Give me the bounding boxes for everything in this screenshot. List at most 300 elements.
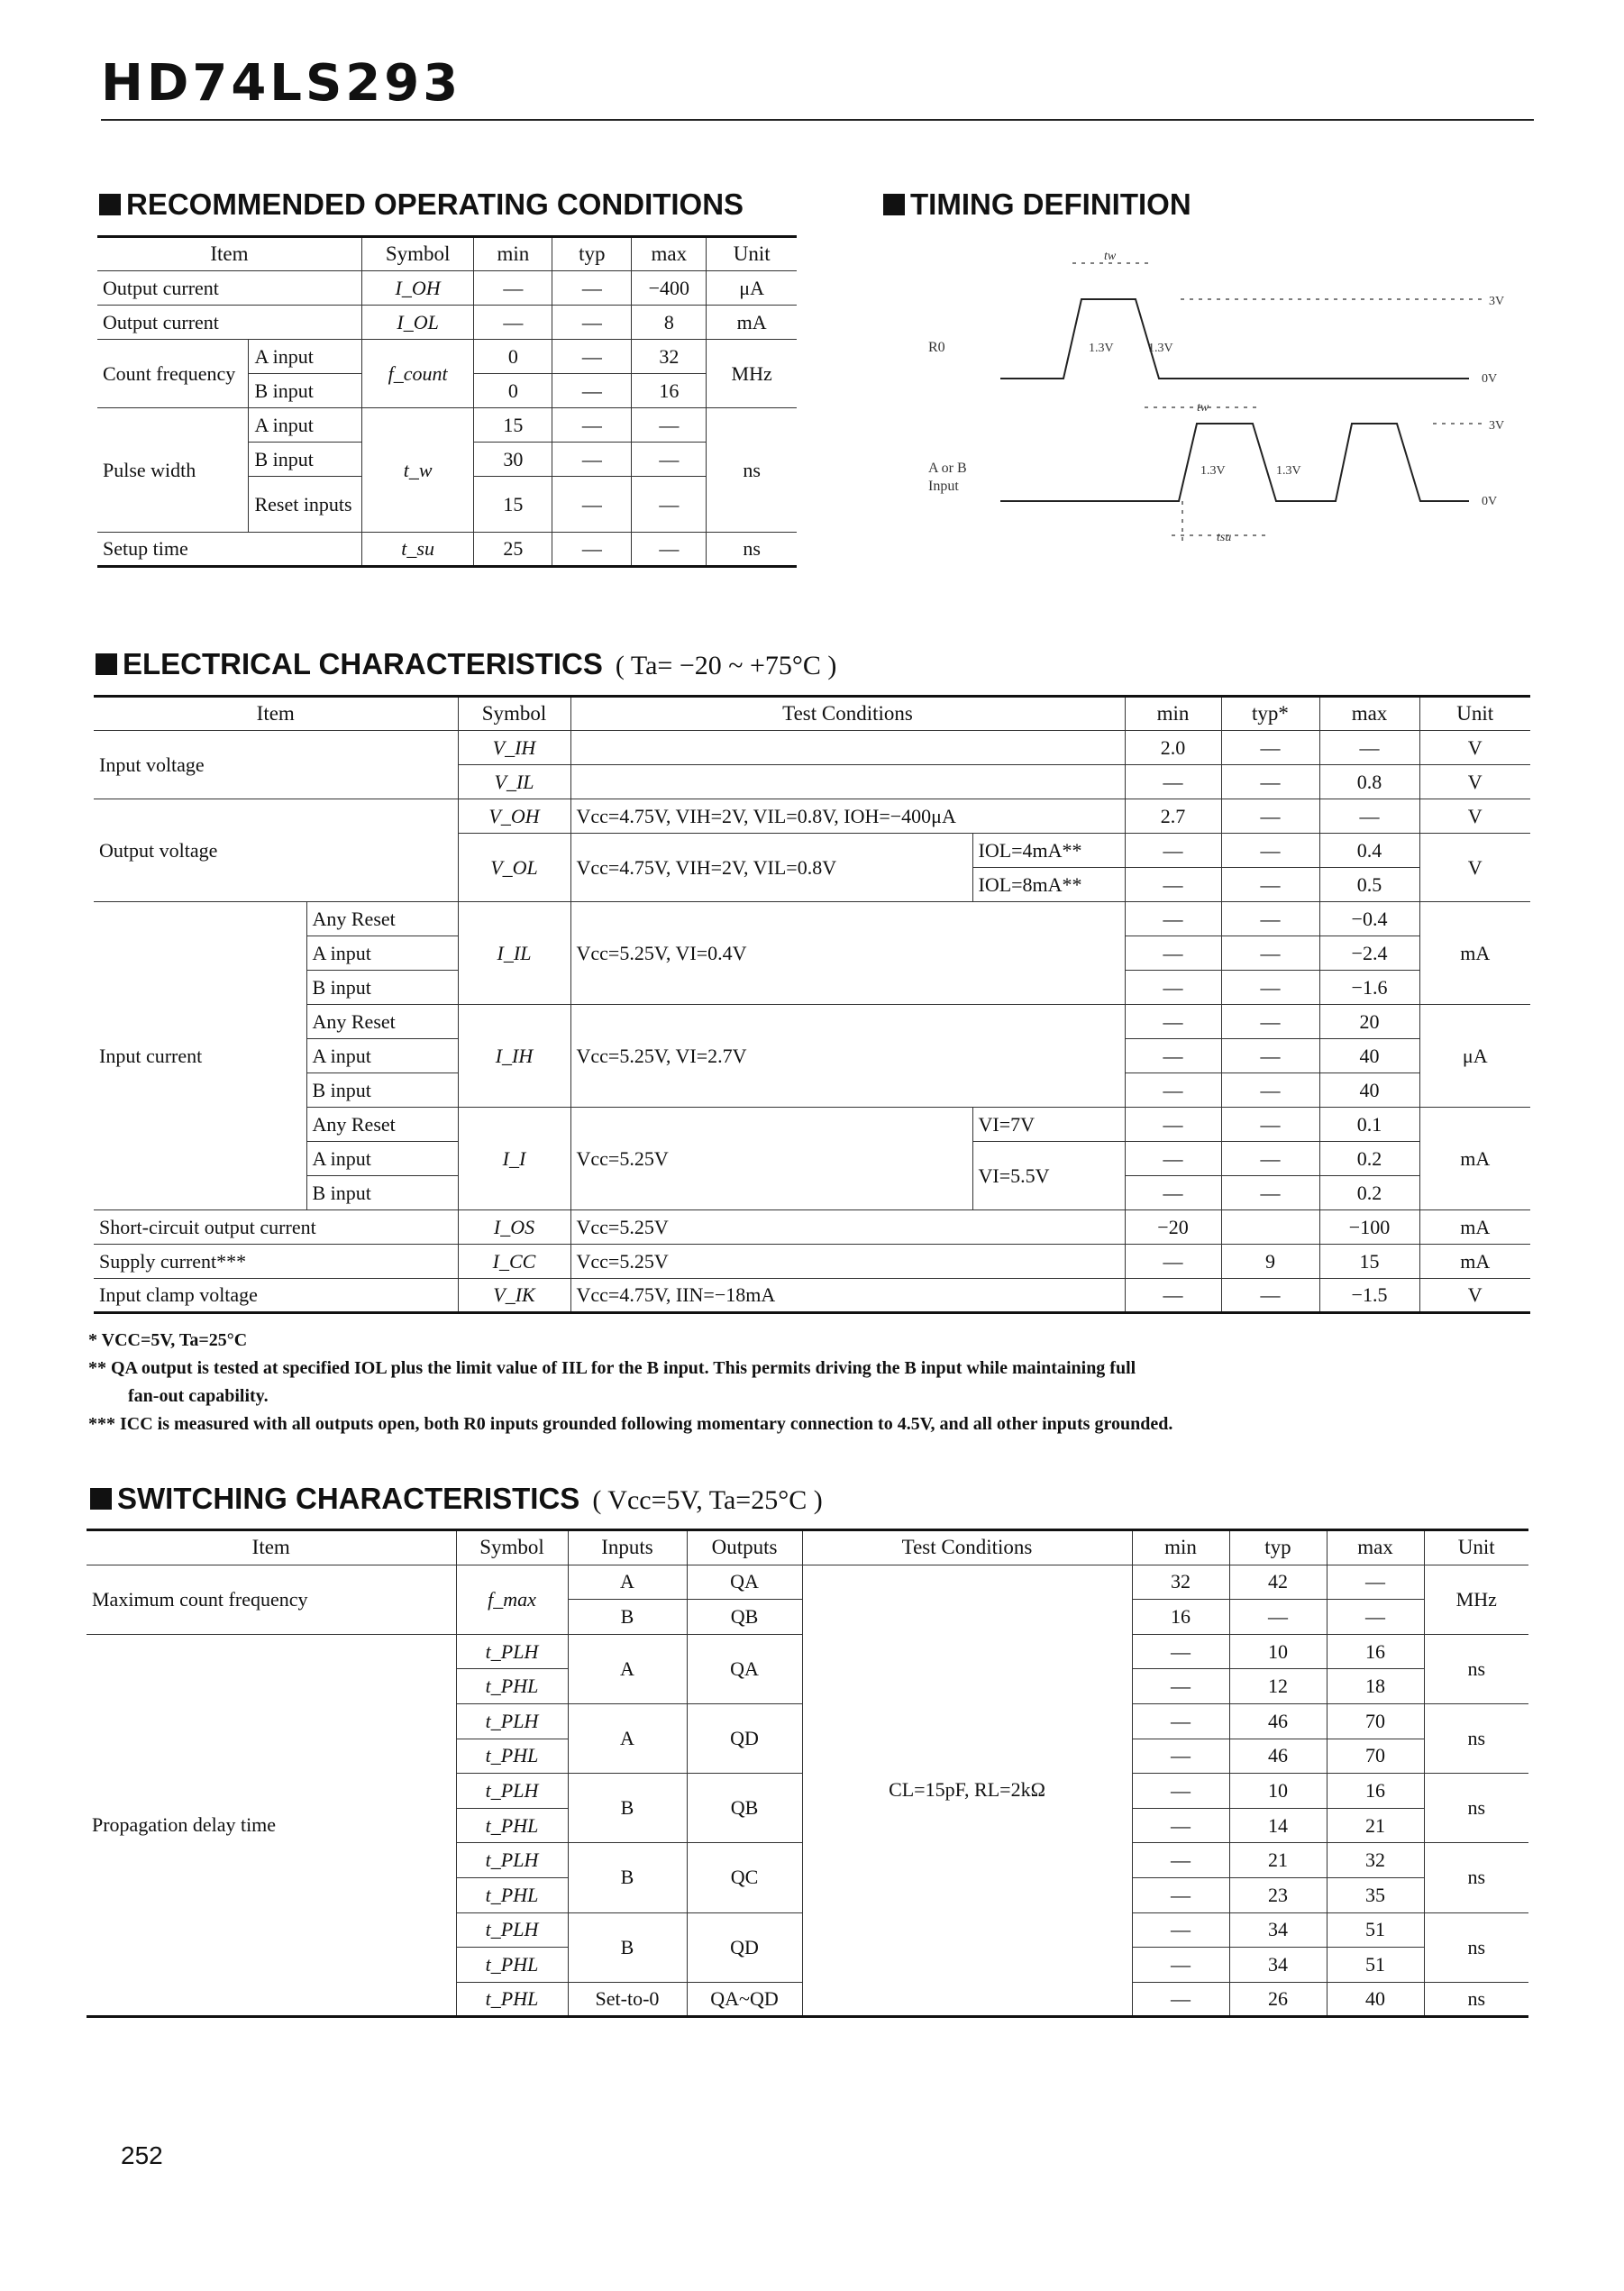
condition-cell: Vcc=4.75V, IIN=−18mA [570,1279,1125,1313]
footnote: *** ICC is measured with all outputs open, both R0 inputs grounded following momentary connection to 4.5V, and all other inputs grounded. [88,1414,1173,1434]
item-cell: Input voltage [94,731,458,799]
max-cell: — [632,408,707,443]
max-cell: 16 [1327,1634,1424,1669]
typ-cell: — [1221,868,1319,902]
ab-0v-label: 0V [1482,495,1498,508]
ab-threshold-rise: 1.3V [1200,464,1226,478]
typ-cell: — [1221,765,1319,799]
min-cell: 16 [1132,1600,1229,1635]
typ-cell: — [552,271,632,306]
symbol-cell: t_PLH [456,1912,568,1948]
symbol-cell: t_PLH [456,1774,568,1809]
sub-item-cell: A input [249,408,361,443]
max-cell: 51 [1327,1912,1424,1948]
symbol-cell: t_PHL [456,1669,568,1704]
table-row [97,271,797,306]
condition-cell: Vcc=5.25V [570,1245,1125,1279]
table-row [94,799,1530,834]
electrical-heading [96,647,836,681]
typ-cell: 9 [1221,1245,1319,1279]
column-header: Symbol [361,237,473,271]
input-cell: B [568,1912,687,1982]
footnotes [88,1327,1172,1438]
typ-cell: 34 [1229,1948,1327,1983]
column-header: Inputs [568,1530,687,1565]
min-cell: — [474,271,552,306]
item-cell: Output current [97,271,361,306]
min-cell: 25 [474,533,552,567]
column-header: Test Conditions [802,1530,1132,1565]
column-header: min [474,237,552,271]
max-cell: 0.2 [1319,1142,1419,1176]
electrical-condition: ( Ta= −20 ~ +75°C ) [615,651,837,680]
column-header: Item [94,697,458,731]
item-cell: Pulse width [97,408,249,533]
symbol-cell: f_count [361,340,473,408]
sub-condition-cell: VI=5.5V [972,1142,1125,1210]
max-cell: 40 [1327,1982,1424,2017]
min-cell: 0 [474,340,552,374]
min-cell: 15 [474,408,552,443]
unit-cell: ns [1424,1703,1528,1773]
max-cell: −1.6 [1319,971,1419,1005]
tsu-label: tsu [1217,531,1232,544]
max-cell: — [1319,731,1419,765]
symbol-cell: I_IL [458,902,570,1005]
r0-threshold-rise: 1.3V [1089,342,1114,355]
switching-heading [90,1482,823,1516]
item-cell: Short-circuit output current [94,1210,458,1245]
max-cell: 70 [1327,1739,1424,1774]
min-cell: — [1132,1912,1229,1948]
min-cell: — [1132,1843,1229,1878]
max-cell: 40 [1319,1073,1419,1108]
typ-cell: — [1221,731,1319,765]
output-cell: QB [687,1774,802,1843]
min-cell: — [1125,936,1221,971]
column-header: Symbol [458,697,570,731]
typ-cell: 46 [1229,1739,1327,1774]
min-cell: 30 [474,443,552,477]
typ-cell: — [1221,902,1319,936]
min-cell: 0 [474,374,552,408]
unit-cell: V [1419,765,1530,799]
unit-cell: ns [1424,1912,1528,1982]
column-header: min [1125,697,1221,731]
min-cell: — [1125,1108,1221,1142]
min-cell: — [1132,1669,1229,1704]
typ-cell: — [1221,936,1319,971]
condition-cell [570,731,1125,765]
typ-cell: 21 [1229,1843,1327,1878]
max-cell: 35 [1327,1877,1424,1912]
heading-square-icon [96,653,117,675]
typ-cell: — [1221,1005,1319,1039]
min-cell: — [1125,765,1221,799]
symbol-cell: V_IK [458,1279,570,1313]
table-row [97,340,797,374]
column-header: max [632,237,707,271]
typ-cell: — [1229,1600,1327,1635]
unit-cell: mA [1419,1210,1530,1245]
symbol-cell: I_OS [458,1210,570,1245]
table-row [94,902,1530,936]
input-cell: Set-to-0 [568,1982,687,2017]
max-cell: −400 [632,271,707,306]
typ-cell: — [1221,799,1319,834]
min-cell: — [1125,1039,1221,1073]
output-cell: QC [687,1843,802,1912]
table-row [94,1245,1530,1279]
column-header: Item [87,1530,456,1565]
ab-threshold-fall: 1.3V [1276,464,1301,478]
max-cell: 0.1 [1319,1108,1419,1142]
r0-label: R0 [928,340,945,355]
column-header: Symbol [456,1530,568,1565]
condition-cell: Vcc=5.25V [570,1210,1125,1245]
input-cell: B [568,1774,687,1843]
unit-cell: mA [707,306,797,340]
typ-cell: 12 [1229,1669,1327,1704]
typ-cell: — [552,533,632,567]
max-cell: 40 [1319,1039,1419,1073]
symbol-cell: I_CC [458,1245,570,1279]
unit-cell: mA [1419,1245,1530,1279]
heading-square-icon [883,194,905,215]
max-cell: 21 [1327,1808,1424,1843]
symbol-cell: t_su [361,533,473,567]
typ-cell: 26 [1229,1982,1327,2017]
symbol-cell: t_PHL [456,1739,568,1774]
input-cell: B [568,1843,687,1912]
max-cell: 15 [1319,1245,1419,1279]
item-cell: Input current [94,902,306,1210]
min-cell: — [1125,1142,1221,1176]
symbol-cell: t_PHL [456,1877,568,1912]
unit-cell: MHz [707,340,797,408]
symbol-cell: V_IL [458,765,570,799]
min-cell: — [1132,1948,1229,1983]
max-cell: −1.5 [1319,1279,1419,1313]
max-cell: 16 [1327,1774,1424,1809]
output-cell: QA [687,1565,802,1600]
min-cell: 2.7 [1125,799,1221,834]
column-header: Test Conditions [570,697,1125,731]
column-header: typ* [1221,697,1319,731]
min-cell: — [1132,1982,1229,2017]
condition-cell: Vcc=5.25V, VI=2.7V [570,1005,1125,1108]
unit-cell: ns [707,533,797,567]
sub-item-cell: A input [306,936,458,971]
column-header: typ [1229,1530,1327,1565]
min-cell: 32 [1132,1565,1229,1600]
sub-item-cell: B input [306,971,458,1005]
typ-cell: — [1221,971,1319,1005]
max-cell: 16 [632,374,707,408]
recommended-heading-text: RECOMMENDED OPERATING CONDITIONS [126,187,744,221]
switching-heading-text: SWITCHING CHARACTERISTICS [117,1482,580,1515]
column-header: Unit [707,237,797,271]
typ-cell: 42 [1229,1565,1327,1600]
column-header: typ [552,237,632,271]
symbol-cell: I_OL [361,306,473,340]
max-cell: 0.2 [1319,1176,1419,1210]
ab-label-line1: A or B [928,461,967,476]
output-cell: QA [687,1634,802,1703]
max-cell: −2.4 [1319,936,1419,971]
tw-label-ab: tw [1197,401,1209,415]
page-number: 252 [121,2141,163,2169]
ab-label-line2: Input [928,479,959,494]
unit-cell: ns [1424,1634,1528,1703]
typ-cell: — [552,340,632,374]
symbol-cell: t_PHL [456,1982,568,2017]
max-cell: 32 [632,340,707,374]
tw-label: tw [1104,250,1117,263]
unit-cell: ns [1424,1843,1528,1912]
output-cell: QB [687,1600,802,1635]
unit-cell: V [1419,834,1530,902]
column-header: Item [97,237,361,271]
typ-cell: — [1221,834,1319,868]
typ-cell: — [552,374,632,408]
sub-item-cell: Any Reset [306,1108,458,1142]
table-row [97,306,797,340]
table-row [94,1279,1530,1313]
condition-cell [570,765,1125,799]
symbol-cell: V_OL [458,834,570,902]
footnote: * VCC=5V, Ta=25°C [88,1330,248,1350]
sub-item-cell: A input [306,1039,458,1073]
typ-cell: — [1221,1279,1319,1313]
sub-item-cell: Any Reset [306,902,458,936]
symbol-cell: t_w [361,408,473,533]
table-row [87,1565,1528,1600]
min-cell: — [1125,1073,1221,1108]
unit-cell: V [1419,1279,1530,1313]
typ-cell: 34 [1229,1912,1327,1948]
typ-cell: — [552,443,632,477]
unit-cell: mA [1419,902,1530,1005]
max-cell: 18 [1327,1669,1424,1704]
unit-cell: μA [707,271,797,306]
unit-cell: MHz [1424,1565,1528,1634]
sub-item-cell: Reset inputs [249,477,361,533]
min-cell: −20 [1125,1210,1221,1245]
typ-cell: 14 [1229,1808,1327,1843]
switching-condition: ( Vcc=5V, Ta=25°C ) [592,1485,823,1515]
table-row [97,533,797,567]
r0-0v-label: 0V [1482,372,1498,386]
output-cell: QD [687,1912,802,1982]
heading-square-icon [90,1488,112,1510]
unit-cell: V [1419,731,1530,765]
sub-item-cell: B input [249,443,361,477]
symbol-cell: t_PLH [456,1634,568,1669]
switching-table [87,1529,1528,2018]
max-cell: — [632,477,707,533]
sub-item-cell: B input [306,1073,458,1108]
document-title: HD74LS293 [101,54,462,113]
item-cell: Propagation delay time [87,1634,456,2017]
max-cell: −0.4 [1319,902,1419,936]
table-row [94,1210,1530,1245]
sub-condition-cell: IOL=8mA** [972,868,1125,902]
typ-cell: — [1221,1176,1319,1210]
max-cell: — [1319,799,1419,834]
condition-cell: Vcc=5.25V, VI=0.4V [570,902,1125,1005]
table-header-row [87,1530,1528,1565]
table-row [94,1108,1530,1142]
condition-cell: Vcc=4.75V, VIH=2V, VIL=0.8V, IOH=−400μA [570,799,1125,834]
input-cell: A [568,1565,687,1600]
typ-cell: 46 [1229,1703,1327,1739]
min-cell: 2.0 [1125,731,1221,765]
symbol-cell: t_PLH [456,1703,568,1739]
unit-cell: mA [1419,1108,1530,1210]
max-cell: 32 [1327,1843,1424,1878]
item-cell: Supply current*** [94,1245,458,1279]
table-row [94,731,1530,765]
symbol-cell: V_OH [458,799,570,834]
sub-item-cell: A input [249,340,361,374]
min-cell: — [1125,868,1221,902]
max-cell: 0.4 [1319,834,1419,868]
min-cell: — [1132,1703,1229,1739]
test-condition-cell: CL=15pF, RL=2kΩ [802,1565,1132,2017]
symbol-cell: t_PHL [456,1948,568,1983]
condition-cell: Vcc=4.75V, VIH=2V, VIL=0.8V [570,834,972,902]
max-cell: — [1327,1600,1424,1635]
sub-item-cell: B input [306,1176,458,1210]
footnote: ** QA output is tested at specified IOL plus the limit value of IIL for the B input. This permits driving the B input while maintaining full [88,1358,1136,1378]
min-cell: — [1125,834,1221,868]
sub-condition-cell: VI=7V [972,1108,1125,1142]
column-header: max [1319,697,1419,731]
min-cell: — [1132,1634,1229,1669]
typ-cell: — [552,408,632,443]
typ-cell: — [1221,1142,1319,1176]
footnote: fan-out capability. [128,1386,269,1406]
min-cell: — [1125,1176,1221,1210]
unit-cell: ns [1424,1982,1528,2017]
unit-cell: ns [1424,1774,1528,1843]
column-header: Unit [1424,1530,1528,1565]
typ-cell: — [1221,1108,1319,1142]
max-cell: — [1327,1565,1424,1600]
symbol-cell: I_I [458,1108,570,1210]
input-cell: B [568,1600,687,1635]
typ-cell: — [552,306,632,340]
table-header-row [94,697,1530,731]
typ-cell: 23 [1229,1877,1327,1912]
r0-threshold-fall: 1.3V [1148,342,1173,355]
max-cell: 0.8 [1319,765,1419,799]
output-cell: QA~QD [687,1982,802,2017]
recommended-table [97,235,797,568]
max-cell: 51 [1327,1948,1424,1983]
max-cell: 70 [1327,1703,1424,1739]
symbol-cell: t_PHL [456,1808,568,1843]
typ-cell: — [552,477,632,533]
timing-heading-text: TIMING DEFINITION [910,187,1191,221]
typ-cell: 10 [1229,1634,1327,1669]
min-cell: — [1132,1739,1229,1774]
input-cell: A [568,1703,687,1773]
symbol-cell: I_IH [458,1005,570,1108]
input-cell: A [568,1634,687,1703]
symbol-cell: f_max [456,1565,568,1634]
column-header: max [1327,1530,1424,1565]
typ-cell: — [1221,1039,1319,1073]
table-row [97,408,797,443]
max-cell: 0.5 [1319,868,1419,902]
r0-3v-label: 3V [1489,295,1505,308]
symbol-cell: I_OH [361,271,473,306]
item-cell: Setup time [97,533,361,567]
max-cell: — [632,533,707,567]
ab-waveform [1000,424,1469,501]
column-header: Unit [1419,697,1530,731]
table-header-row [97,237,797,271]
column-header: Outputs [687,1530,802,1565]
item-cell: Output current [97,306,361,340]
min-cell: — [474,306,552,340]
typ-cell [1221,1210,1319,1245]
ab-3v-label: 3V [1489,419,1505,433]
condition-cell: Vcc=5.25V [570,1108,972,1210]
unit-cell: ns [707,408,797,533]
sub-condition-cell: IOL=4mA** [972,834,1125,868]
item-cell: Count frequency [97,340,249,408]
timing-heading [883,187,1191,222]
typ-cell: 10 [1229,1774,1327,1809]
max-cell: −100 [1319,1210,1419,1245]
min-cell: — [1125,902,1221,936]
symbol-cell: t_PLH [456,1843,568,1878]
max-cell: 20 [1319,1005,1419,1039]
table-row [94,1005,1530,1039]
max-cell: — [632,443,707,477]
output-cell: QD [687,1703,802,1773]
electrical-table [94,695,1530,1314]
title-rule [101,119,1534,121]
timing-diagram [910,243,1532,559]
sub-item-cell: B input [249,374,361,408]
electrical-heading-text: ELECTRICAL CHARACTERISTICS [123,647,603,680]
unit-cell: V [1419,799,1530,834]
item-cell: Output voltage [94,799,458,902]
heading-square-icon [99,194,121,215]
sub-item-cell: A input [306,1142,458,1176]
unit-cell: μA [1419,1005,1530,1108]
min-cell: — [1125,971,1221,1005]
r0-waveform [1000,299,1469,379]
symbol-cell: V_IH [458,731,570,765]
min-cell: — [1125,1279,1221,1313]
sub-item-cell: Any Reset [306,1005,458,1039]
min-cell: 15 [474,477,552,533]
min-cell: — [1125,1245,1221,1279]
min-cell: — [1125,1005,1221,1039]
min-cell: — [1132,1808,1229,1843]
min-cell: — [1132,1774,1229,1809]
item-cell: Maximum count frequency [87,1565,456,1634]
min-cell: — [1132,1877,1229,1912]
typ-cell: — [1221,1073,1319,1108]
recommended-heading [99,187,744,222]
column-header: min [1132,1530,1229,1565]
